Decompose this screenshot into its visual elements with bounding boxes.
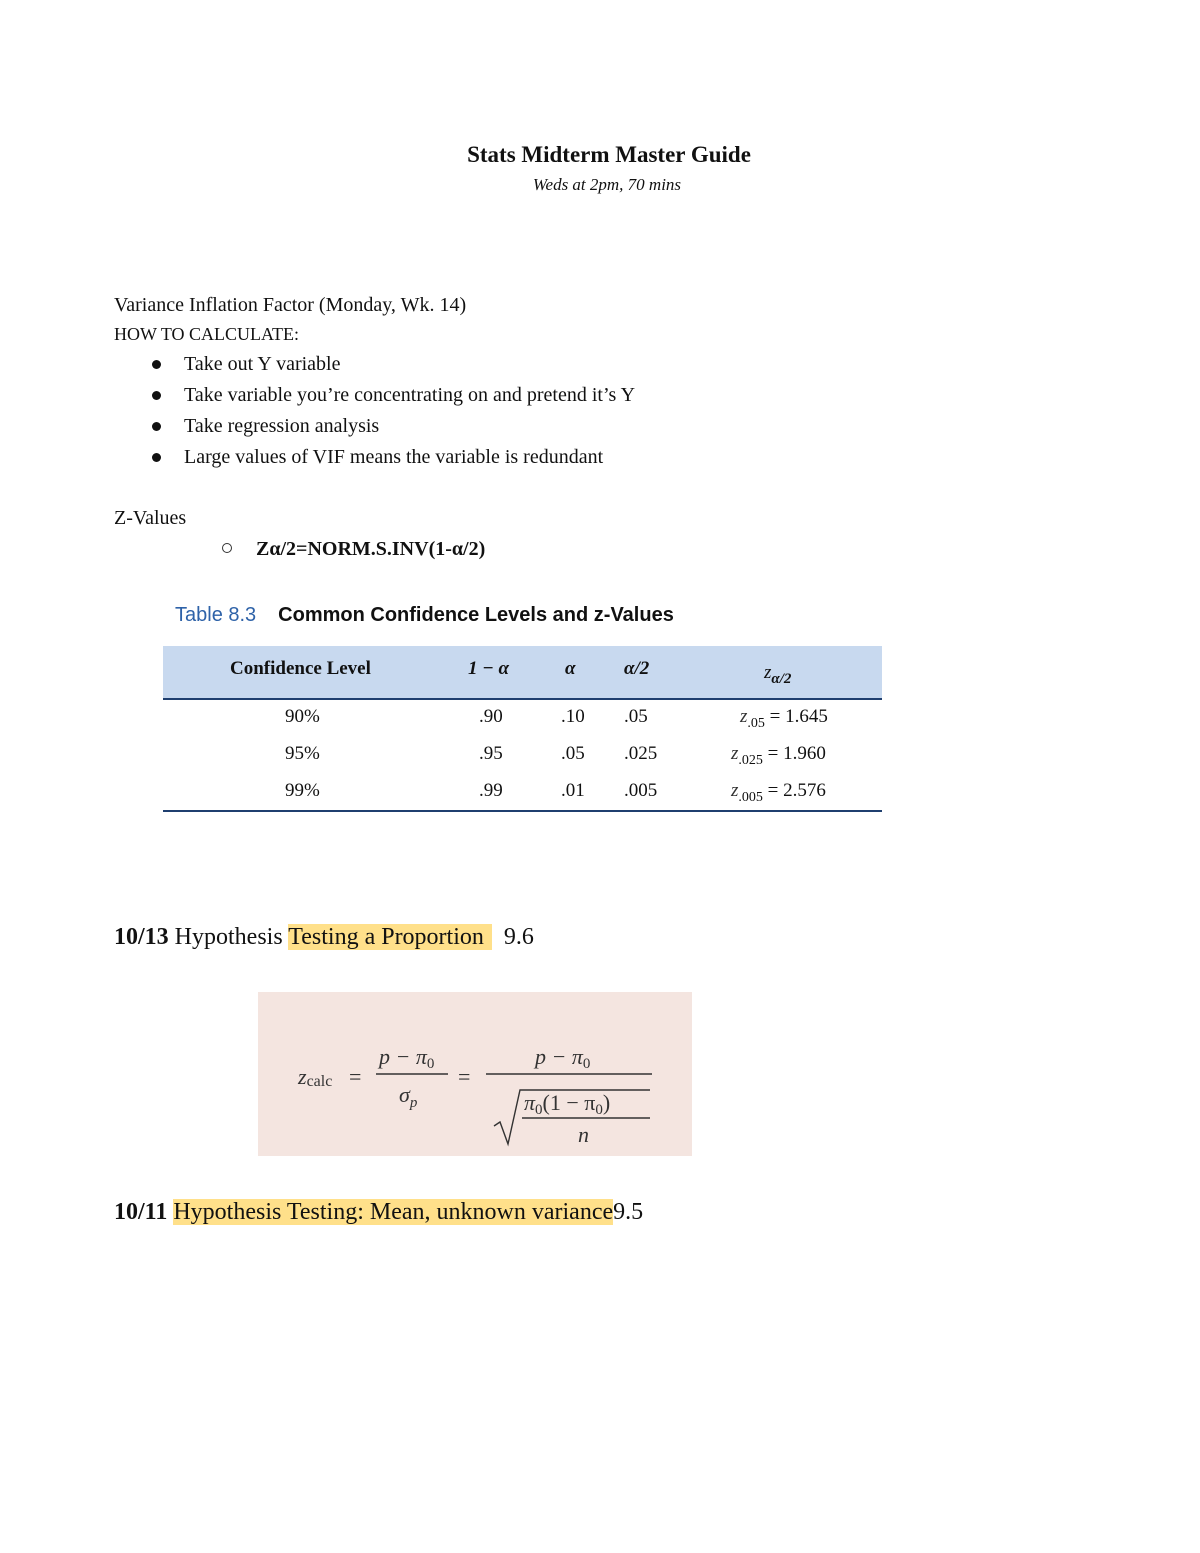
bullet-icon — [152, 360, 161, 369]
bullet-icon — [152, 422, 161, 431]
table-cell: 95% — [285, 743, 320, 764]
formula-numerator: p − π0 — [379, 1044, 435, 1072]
table-cell: .10 — [561, 706, 585, 727]
z-calc-formula — [258, 992, 692, 1156]
zvalue-formula: Zα/2=NORM.S.INV(1-α/2) — [222, 538, 485, 561]
formula-denominator: $\sigma_p$ — [399, 1082, 418, 1111]
table-cell: .005 — [624, 780, 658, 801]
table-cell: .99 — [479, 780, 503, 801]
section-heading-proportion — [114, 924, 534, 951]
list-item: Take variable you’re concentrating on and pretend it’s Y — [150, 380, 635, 411]
hollow-bullet-icon — [222, 543, 232, 553]
table-bottom-rule — [163, 810, 882, 812]
list-item: Large values of VIF means the variable is redundant — [150, 442, 635, 473]
col-header-alpha: α — [565, 658, 576, 679]
z-calc-formula-image — [258, 992, 692, 1156]
section-word: Hypothesis — [174, 924, 283, 950]
zvalues-heading: Z-Values — [114, 507, 187, 529]
page-title: Stats Midterm Master Guide — [467, 142, 751, 167]
table-caption — [175, 604, 674, 627]
section-ref: 9.5 — [613, 1199, 644, 1225]
highlighted-topic: Hypothesis Testing: Mean, unknown variance — [173, 1199, 614, 1225]
sqrt-numerator: π0(1 − π0) — [524, 1090, 611, 1118]
list-item: Take out Y variable — [150, 349, 635, 380]
table-cell: 90% — [285, 706, 320, 727]
table-title: Common Confidence Levels and z-Values — [278, 604, 674, 626]
table-cell: .95 — [479, 743, 503, 764]
table-cell: .01 — [561, 780, 585, 801]
vif-heading: Variance Inflation Factor (Monday, Wk. 14) — [114, 294, 467, 316]
col-header-confidence: Confidence Level — [230, 658, 371, 679]
formula-numerator-2: p − π0 — [535, 1044, 591, 1072]
bullet-icon — [152, 453, 161, 462]
table-cell: .05 — [561, 743, 585, 764]
page-subtitle: Weds at 2pm, 70 mins — [532, 175, 682, 194]
formula-lhs: zcalc — [298, 1064, 333, 1090]
col-header-z: $z_{\alpha/2}$ — [764, 662, 792, 687]
table-cell-z: $z_{.05} = 1.645$ — [740, 706, 828, 731]
formula-eq-1: = — [349, 1064, 362, 1089]
table-cell-z: $z_{.025} = 1.960$ — [731, 743, 826, 768]
sqrt-denominator: n — [578, 1122, 589, 1147]
highlighted-topic: Testing a Proportion — [288, 924, 492, 950]
vif-subheading: HOW TO CALCULATE: — [114, 324, 300, 344]
table-cell: .90 — [479, 706, 503, 727]
vif-bullet-list — [150, 349, 635, 473]
section-date: 10/13 — [114, 924, 169, 950]
list-item: Take regression analysis — [150, 411, 635, 442]
table-cell: .025 — [624, 743, 658, 764]
table-cell-z: $z_{.005} = 2.576$ — [731, 780, 826, 805]
table-number: Table 8.3 — [175, 604, 257, 626]
bullet-icon — [152, 391, 161, 400]
table-cell: 99% — [285, 780, 320, 801]
section-date: 10/11 — [114, 1199, 168, 1225]
section-ref: 9.6 — [503, 924, 534, 950]
table-cell: .05 — [624, 706, 648, 727]
section-heading-mean — [114, 1199, 643, 1226]
formula-eq-2: = — [458, 1064, 471, 1089]
col-header-half-alpha: α/2 — [624, 658, 650, 679]
col-header-one-minus-alpha: 1 − α — [468, 658, 510, 679]
